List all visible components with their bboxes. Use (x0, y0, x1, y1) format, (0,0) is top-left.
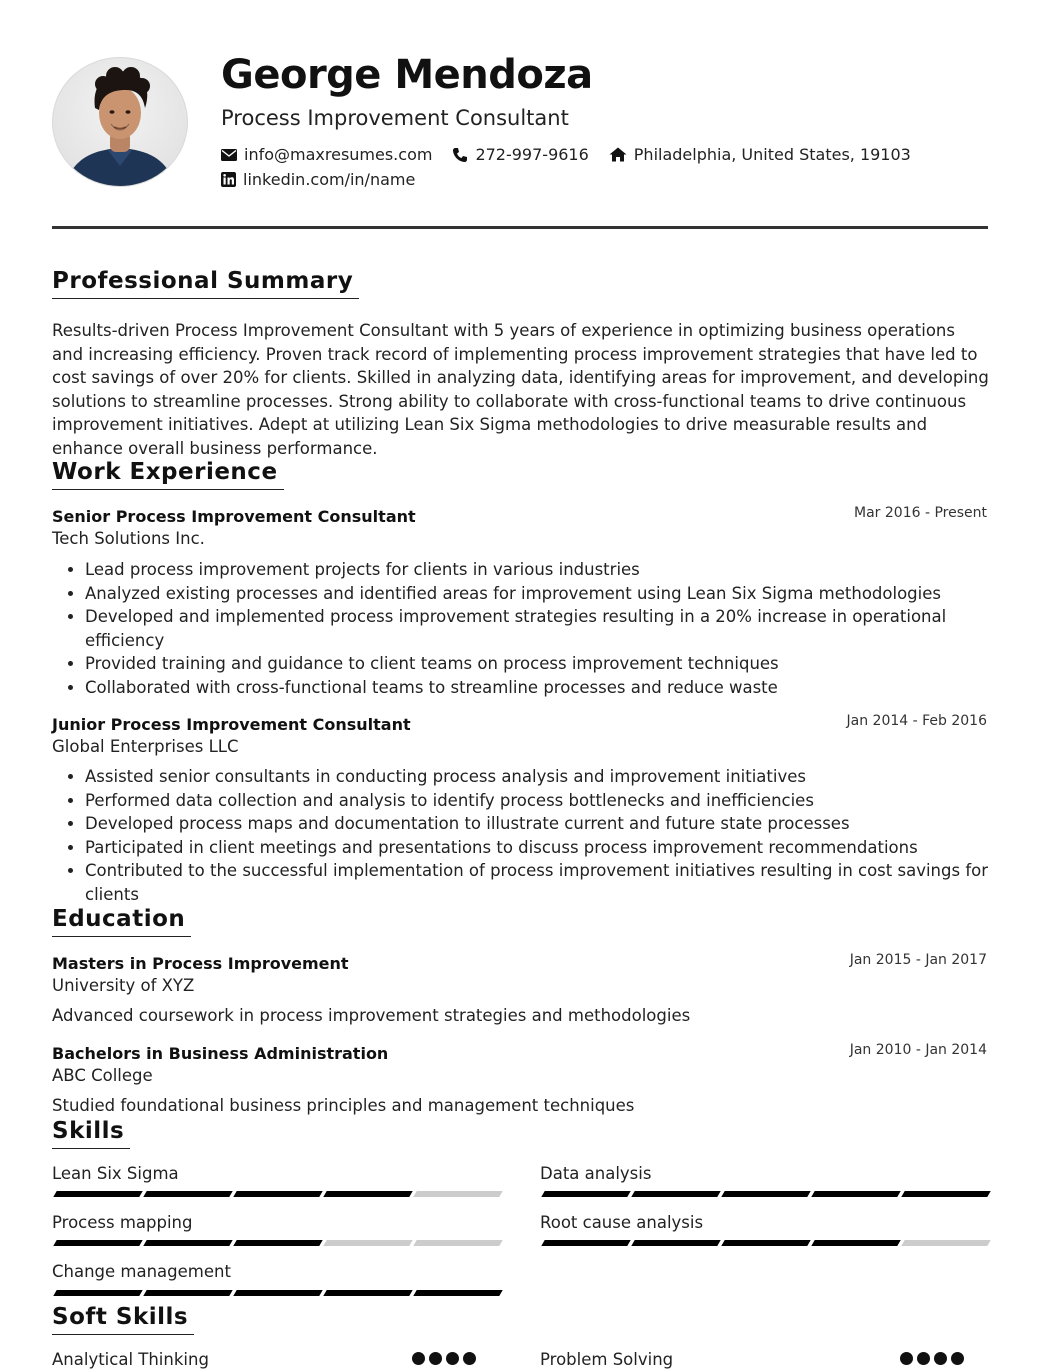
linkedin-text: linkedin.com/in/name (243, 170, 416, 189)
list-item: • Analyzed existing processes and identified areas for improvement using Lean Six Sigma methodologies (85, 582, 1010, 606)
contact-phone[interactable] (452, 145, 588, 164)
skill-name: Process mapping (52, 1213, 193, 1232)
profile-photo (52, 57, 188, 187)
job-bullets (52, 765, 1010, 906)
list-item: • Participated in client meetings and presentations to discuss process improvement recommendations (85, 836, 1010, 860)
list-item: • Provided training and guidance to client teams on process improvement techniques (85, 652, 1010, 676)
contact-row (221, 145, 931, 164)
summary-heading: Professional Summary (52, 268, 359, 299)
job-company: Global Enterprises LLC (52, 737, 239, 756)
skill-name: Lean Six Sigma (52, 1164, 179, 1183)
envelope-icon (221, 149, 237, 161)
skill-segment-filled (631, 1191, 720, 1197)
skill-segment-filled (811, 1240, 900, 1246)
rating-dot (463, 1352, 476, 1365)
skill-level-bar (543, 1240, 990, 1246)
list-item: • Lead process improvement projects for clients in various industries (85, 558, 1010, 582)
skill-segment-filled (631, 1240, 720, 1246)
job-dates: Jan 2014 - Feb 2016 (846, 713, 987, 729)
candidate-title: Process Improvement Consultant (221, 106, 569, 130)
education-description: Advanced coursework in process improvement strategies and methodologies (52, 1006, 691, 1025)
soft-skill-name: Analytical Thinking (52, 1350, 209, 1369)
skill-segment-empty (323, 1240, 412, 1246)
skill-segment-filled (541, 1240, 630, 1246)
skill-segment-filled (323, 1191, 412, 1197)
job-title: Junior Process Improvement Consultant (52, 715, 411, 734)
skill-segment-filled (901, 1191, 990, 1197)
skills-heading: Skills (52, 1118, 130, 1149)
job-bullets (52, 558, 1010, 699)
skill-segment-filled (53, 1290, 142, 1296)
list-item: • Assisted senior consultants in conducting process analysis and improvement initiatives (85, 765, 1010, 789)
rating-dot (412, 1352, 425, 1365)
rating-dot (900, 1352, 913, 1365)
education-dates: Jan 2015 - Jan 2017 (849, 952, 987, 968)
degree-title: Masters in Process Improvement (52, 954, 349, 973)
skill-name: Data analysis (540, 1164, 652, 1183)
location-text: Philadelphia, United States, 19103 (633, 145, 911, 164)
education-heading: Education (52, 906, 191, 937)
skill-segment-filled (721, 1240, 810, 1246)
skill-segment-filled (143, 1290, 232, 1296)
skill-segment-filled (233, 1191, 322, 1197)
skill-segment-empty (413, 1191, 502, 1197)
job-dates: Mar 2016 - Present (854, 505, 987, 521)
rating-dot (917, 1352, 930, 1365)
linkedin-icon (221, 172, 236, 187)
summary-text: Results-driven Process Improvement Consultant with 5 years of experience in optimizing business operations and increasing efficiency. Proven track record of implementing process improvement strategies that have led to cost savings of over 20% for clients. Skilled in analyzing data, identifying areas for improvement, and developing solutions to streamline processes. Strong ability to collaborate with cross-functional teams to drive continuous improvement initiatives. Adept at utilizing Lean Six Sigma methodologies to drive measurable results and enhance overall business performance. (52, 321, 989, 458)
skill-segment-filled (541, 1191, 630, 1197)
email-text: info@maxresumes.com (244, 145, 433, 164)
skill-segment-filled (721, 1191, 810, 1197)
skill-name: Root cause analysis (540, 1213, 704, 1232)
skill-level-bar (55, 1290, 502, 1296)
skill-segment-filled (53, 1191, 142, 1197)
skill-level-bar (55, 1240, 502, 1246)
degree-title: Bachelors in Business Administration (52, 1044, 389, 1063)
job-title: Senior Process Improvement Consultant (52, 507, 416, 526)
rating-dot (429, 1352, 442, 1365)
skill-segment-filled (143, 1240, 232, 1246)
candidate-name: George Mendoza (221, 52, 593, 98)
education-description: Studied foundational business principles and management techniques (52, 1096, 635, 1115)
skill-segment-empty (413, 1240, 502, 1246)
skill-level-bar (543, 1191, 990, 1197)
contact-row-2 (221, 170, 435, 189)
list-item: • Developed and implemented process improvement strategies resulting in a 20% increase in operational efficiency (85, 605, 1010, 652)
soft-skills-heading: Soft Skills (52, 1304, 194, 1335)
skill-segment-filled (53, 1240, 142, 1246)
list-item: • Developed process maps and documentation to illustrate current and future state processes (85, 812, 1010, 836)
soft-skill-name: Problem Solving (540, 1350, 674, 1369)
contact-email[interactable] (221, 145, 432, 164)
skill-segment-empty (901, 1240, 990, 1246)
person-portrait-icon (53, 58, 187, 186)
skill-segment-filled (233, 1290, 322, 1296)
list-item: • Performed data collection and analysis to identify process bottlenecks and inefficiencies (85, 789, 1010, 813)
contact-linkedin[interactable] (221, 170, 415, 189)
school-name: ABC College (52, 1066, 153, 1085)
contact-location (609, 145, 911, 164)
skill-name: Change management (52, 1262, 231, 1281)
rating-dot (446, 1352, 459, 1365)
job-company: Tech Solutions Inc. (52, 529, 205, 548)
rating-dot (934, 1352, 947, 1365)
skill-level-bar (55, 1191, 502, 1197)
skill-segment-filled (143, 1191, 232, 1197)
skill-segment-filled (413, 1290, 502, 1296)
soft-skill-rating (412, 1352, 476, 1365)
skill-segment-filled (233, 1240, 322, 1246)
header-divider (52, 226, 988, 229)
list-item: • Collaborated with cross-functional teams to streamline processes and reduce waste (85, 676, 1010, 700)
school-name: University of XYZ (52, 976, 195, 995)
education-dates: Jan 2010 - Jan 2014 (849, 1042, 987, 1058)
home-icon (609, 147, 627, 162)
phone-text: 272-997-9616 (475, 145, 589, 164)
skill-segment-filled (811, 1191, 900, 1197)
rating-dot (951, 1352, 964, 1365)
skill-segment-filled (323, 1290, 412, 1296)
soft-skill-rating (900, 1352, 964, 1365)
phone-icon (452, 147, 468, 163)
list-item: • Contributed to the successful implementation of process improvement initiatives resulting in cost savings for clients (85, 859, 1010, 906)
experience-heading: Work Experience (52, 459, 284, 490)
